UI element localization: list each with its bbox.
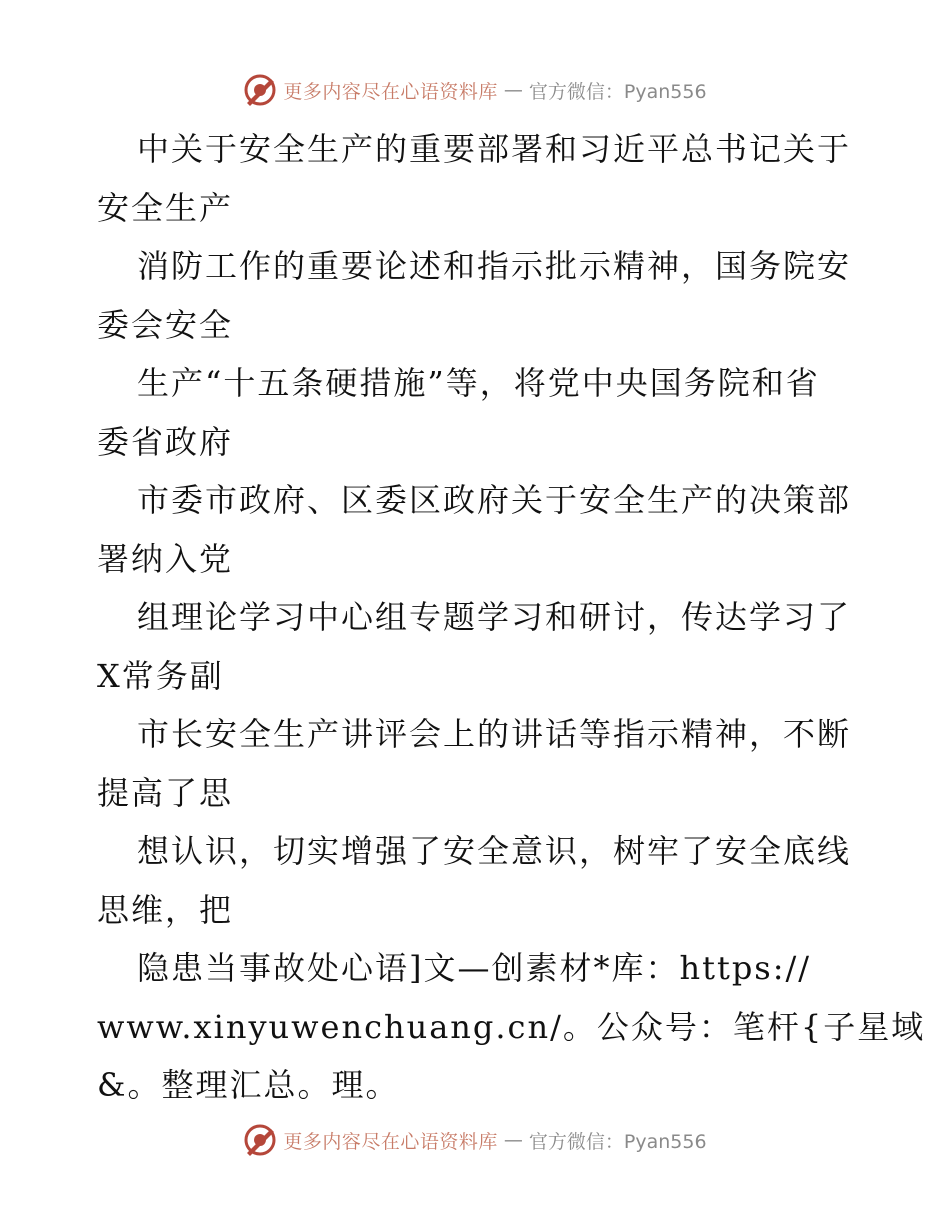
body-line: 生产“十五条硬措施”等，将党中央国务院和省 — [137, 364, 820, 402]
footer-banner — [0, 1120, 950, 1160]
body-line: 市长安全生产讲评会上的讲话等指示精神，不断 — [137, 715, 852, 753]
body-line: 提高了思 — [97, 773, 234, 812]
body-line: 隐患当事故处心语]文—创素材*库：https:// — [137, 949, 812, 987]
body-line: 市委市政府、区委区政府关于安全生产的决策部 — [137, 481, 852, 519]
body-line: 委省政府 — [97, 422, 234, 461]
footer-promo-text: 更多内容尽在心语资料库 — [283, 1130, 498, 1153]
pen-logo-icon — [243, 1123, 277, 1157]
header-wechat-text: 官方微信：Pyan556 — [528, 80, 707, 103]
body-line: X常务副 — [97, 656, 224, 695]
body-line: &。整理汇总。理。 — [97, 1066, 400, 1104]
header-promo-text: 更多内容尽在心语资料库 — [283, 80, 498, 103]
header-banner — [0, 70, 950, 110]
body-line: 中关于安全生产的重要部署和习近平总书记关于 — [137, 130, 852, 168]
body-line: 思维，把 — [97, 890, 234, 929]
document-body — [97, 120, 926, 1115]
body-line: 想认识，切实增强了安全意识，树牢了安全底线 — [137, 832, 852, 870]
footer-dash: — — [503, 1129, 523, 1151]
body-line: 消防工作的重要论述和指示批示精神，国务院安 — [137, 247, 852, 285]
header-dash: — — [503, 79, 523, 101]
body-line: www.xinyuwenchuang.cn/。公众号：笔杆{子星域 — [97, 1007, 926, 1046]
footer-wechat-text: 官方微信：Pyan556 — [528, 1130, 707, 1153]
body-line: 委会安全 — [97, 305, 234, 344]
pen-logo-icon — [243, 73, 277, 107]
body-line: 组理论学习中心组专题学习和研讨，传达学习了 — [137, 598, 852, 636]
body-line: 署纳入党 — [97, 539, 234, 578]
body-line: 安全生产 — [97, 188, 234, 227]
